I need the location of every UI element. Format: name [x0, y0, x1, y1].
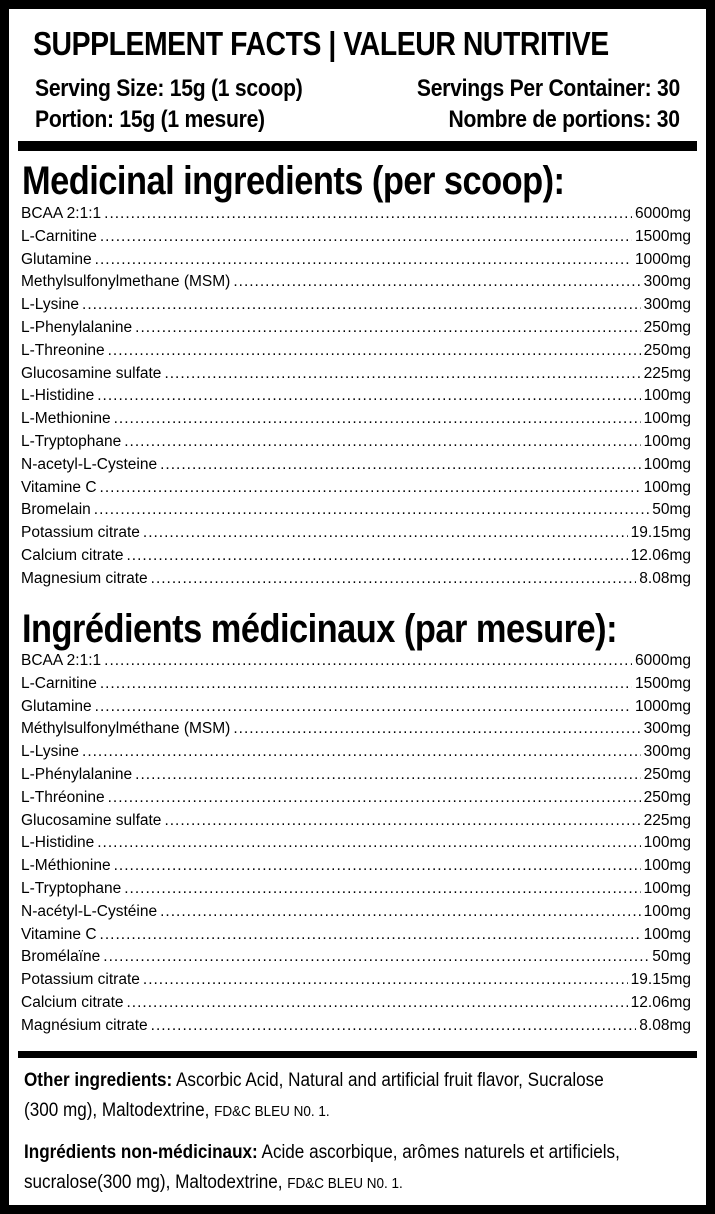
ingredient-name: Glutamine: [21, 250, 92, 268]
ingredient-name: Glutamine: [21, 697, 92, 715]
dot-leader: [143, 969, 628, 992]
dot-leader: [108, 787, 641, 810]
ingredient-row: [21, 317, 691, 340]
ingredient-amount: 250mg: [643, 318, 691, 336]
ingredient-row: [21, 249, 691, 272]
ingredient-amount: 300mg: [643, 273, 691, 291]
other-ingredients-text-2: (300 mg), Maltodextrine,: [24, 1100, 210, 1121]
ingredient-amount: 100mg: [643, 925, 691, 943]
ingredient-row: [21, 545, 691, 568]
ingredient-row: [21, 340, 691, 363]
ingredient-row: [21, 901, 691, 924]
dot-leader: [100, 477, 641, 500]
ingredient-row: [21, 454, 691, 477]
ingredient-amount: 50mg: [652, 501, 691, 519]
serving-size: Serving Size: 15g (1 scoop): [35, 75, 303, 102]
ingredient-amount: 100mg: [643, 410, 691, 428]
ingredient-name: N-acetyl-L-Cysteine: [21, 455, 158, 473]
ingredient-name: N-acétyl-L-Cystéine: [21, 902, 158, 920]
dot-leader: [95, 696, 632, 719]
dot-leader: [100, 673, 632, 696]
ingredient-name: L-Methionine: [21, 410, 111, 428]
ingredient-amount: 100mg: [643, 857, 691, 875]
dot-leader: [164, 363, 640, 386]
ingredient-amount: 6000mg: [634, 205, 691, 222]
non-medicinal-ingredients: [24, 1138, 627, 1199]
dot-leader: [82, 741, 641, 764]
ingredient-row: [21, 718, 691, 741]
ingredient-name: Glucosamine sulfate: [21, 364, 162, 382]
ingredient-amount: 300mg: [643, 743, 691, 761]
dot-leader: [100, 226, 632, 249]
ingredient-name: Methylsulfonylmethane (MSM): [21, 273, 231, 291]
non-medicinal-text-2: sucralose(300 mg), Maltodextrine,: [24, 1172, 283, 1193]
ingredient-amount: 1500mg: [634, 227, 691, 245]
ingredient-list-en: [21, 203, 691, 591]
portion: Portion: 15g (1 mesure): [35, 106, 265, 133]
non-medicinal-label: Ingrédients non-médicinaux:: [24, 1142, 258, 1163]
serving-row-en: [35, 75, 680, 105]
dot-leader: [94, 499, 649, 522]
ingredient-name: Magnesium citrate: [21, 569, 148, 587]
ingredient-name: Calcium citrate: [21, 993, 124, 1011]
ingredient-row: [21, 969, 691, 992]
ingredient-row: [21, 385, 691, 408]
dot-leader: [135, 764, 640, 787]
ingredient-name: L-Tryptophane: [21, 432, 122, 450]
ingredient-name: L-Histidine: [21, 387, 95, 405]
ingredient-name: L-Tryptophane: [21, 879, 122, 897]
ingredient-row: [21, 363, 691, 386]
dot-leader: [135, 317, 640, 340]
ingredient-row: [21, 741, 691, 764]
dot-leader: [100, 924, 641, 947]
ingredient-name: Potassium citrate: [21, 971, 140, 989]
ingredient-name: Bromélaïne: [21, 948, 101, 966]
ingredient-row: [21, 673, 691, 696]
ingredient-row: [21, 855, 691, 878]
ingredient-amount: 8.08mg: [639, 1016, 691, 1034]
ingredient-amount: 300mg: [643, 296, 691, 314]
ingredient-amount: 100mg: [643, 879, 691, 897]
ingredient-row: [21, 787, 691, 810]
ingredient-amount: 8.08mg: [639, 569, 691, 587]
ingredient-name: L-Lysine: [21, 296, 80, 314]
ingredient-amount: 100mg: [643, 902, 691, 920]
dot-leader: [104, 203, 632, 226]
non-medicinal-text-3: FD&C BLEU N0. 1.: [287, 1175, 403, 1192]
divider-bottom: [18, 1051, 697, 1058]
dot-leader: [151, 1015, 637, 1038]
ingredient-name: L-Phenylalanine: [21, 318, 133, 336]
ingredient-row: [21, 431, 691, 454]
ingredient-amount: 19.15mg: [630, 971, 691, 989]
ingredient-amount: 100mg: [643, 455, 691, 473]
ingredient-row: [21, 650, 691, 673]
ingredient-row: [21, 203, 691, 226]
dot-leader: [124, 878, 640, 901]
ingredient-amount: 100mg: [643, 432, 691, 450]
dot-leader: [127, 545, 628, 568]
ingredient-name: L-Threonine: [21, 341, 105, 359]
ingredient-name: Vitamine C: [21, 478, 97, 496]
other-ingredients-text-3: FD&C BLEU N0. 1.: [214, 1103, 330, 1120]
ingredient-name: Calcium citrate: [21, 546, 124, 564]
ingredient-row: [21, 226, 691, 249]
dot-leader: [97, 385, 640, 408]
ingredient-amount: 250mg: [643, 788, 691, 806]
ingredient-name: Glucosamine sulfate: [21, 811, 162, 829]
ingredient-row: [21, 294, 691, 317]
ingredient-row: [21, 522, 691, 545]
ingredient-name: Bromelain: [21, 501, 91, 519]
ingredient-name: BCAA 2:1:1: [21, 205, 102, 222]
ingredient-name: Vitamine C: [21, 925, 97, 943]
ingredient-row: [21, 810, 691, 833]
ingredient-name: Magnésium citrate: [21, 1016, 148, 1034]
dot-leader: [143, 522, 628, 545]
dot-leader: [108, 340, 641, 363]
ingredient-name: Potassium citrate: [21, 524, 140, 542]
dot-leader: [114, 408, 641, 431]
ingredient-amount: 225mg: [643, 364, 691, 382]
medicinal-heading-en: Medicinal ingredients (per scoop):: [22, 159, 565, 203]
ingredient-amount: 1000mg: [634, 697, 691, 715]
ingredient-row: [21, 924, 691, 947]
nombre-de-portions: Nombre de portions: 30: [448, 106, 680, 133]
ingredient-amount: 19.15mg: [630, 524, 691, 542]
ingredient-name: Méthylsulfonylméthane (MSM): [21, 720, 231, 738]
ingredient-row: [21, 1015, 691, 1038]
ingredient-name: L-Thréonine: [21, 788, 105, 806]
ingredient-row: [21, 408, 691, 431]
dot-leader: [97, 832, 640, 855]
ingredient-amount: 100mg: [643, 387, 691, 405]
dot-leader: [124, 431, 640, 454]
ingredient-name: L-Carnitine: [21, 227, 97, 245]
ingredient-amount: 100mg: [643, 478, 691, 496]
ingredient-amount: 12.06mg: [630, 993, 691, 1011]
other-ingredients-label: Other ingredients:: [24, 1070, 173, 1091]
dot-leader: [103, 946, 649, 969]
ingredient-row: [21, 878, 691, 901]
non-medicinal-text-1: Acide ascorbique, arômes naturels et artificiels,: [261, 1142, 620, 1163]
ingredient-amount: 6000mg: [634, 652, 691, 669]
ingredient-amount: 12.06mg: [630, 546, 691, 564]
dot-leader: [104, 650, 632, 673]
dot-leader: [233, 271, 640, 294]
serving-row-fr: [35, 106, 680, 136]
ingredient-amount: 50mg: [652, 948, 691, 966]
dot-leader: [127, 992, 628, 1015]
ingredient-amount: 1000mg: [634, 250, 691, 268]
ingredient-amount: 225mg: [643, 811, 691, 829]
ingredient-row: [21, 992, 691, 1015]
dot-leader: [160, 901, 640, 924]
ingredient-row: [21, 477, 691, 500]
ingredient-row: [21, 832, 691, 855]
ingredient-amount: 300mg: [643, 720, 691, 738]
ingredient-amount: 250mg: [643, 765, 691, 783]
servings-per-container: Servings Per Container: 30: [416, 75, 680, 102]
dot-leader: [151, 568, 637, 591]
other-ingredients-text-1: Ascorbic Acid, Natural and artificial fruit flavor, Sucralose: [176, 1070, 604, 1091]
dot-leader: [114, 855, 641, 878]
ingredient-name: L-Histidine: [21, 834, 95, 852]
divider-thick: [18, 141, 697, 151]
ingredient-row: [21, 271, 691, 294]
ingredient-name: L-Lysine: [21, 743, 80, 761]
dot-leader: [95, 249, 632, 272]
ingredient-name: BCAA 2:1:1: [21, 652, 102, 669]
ingredient-row: [21, 764, 691, 787]
dot-leader: [160, 454, 640, 477]
ingredient-list-fr: [21, 650, 691, 1038]
ingredient-name: L-Carnitine: [21, 674, 97, 692]
ingredient-name: L-Méthionine: [21, 857, 111, 875]
label-title: SUPPLEMENT FACTS | VALEUR NUTRITIVE: [33, 25, 609, 62]
ingredient-row: [21, 499, 691, 522]
supplement-facts-panel: [9, 9, 706, 1205]
ingredient-row: [21, 946, 691, 969]
dot-leader: [164, 810, 640, 833]
other-ingredients: [24, 1066, 627, 1127]
medicinal-heading-fr: Ingrédients médicinaux (par mesure):: [22, 607, 618, 651]
dot-leader: [233, 718, 640, 741]
ingredient-amount: 250mg: [643, 341, 691, 359]
ingredient-amount: 1500mg: [634, 674, 691, 692]
ingredient-name: L-Phénylalanine: [21, 765, 133, 783]
dot-leader: [82, 294, 641, 317]
ingredient-row: [21, 696, 691, 719]
ingredient-amount: 100mg: [643, 834, 691, 852]
ingredient-row: [21, 568, 691, 591]
